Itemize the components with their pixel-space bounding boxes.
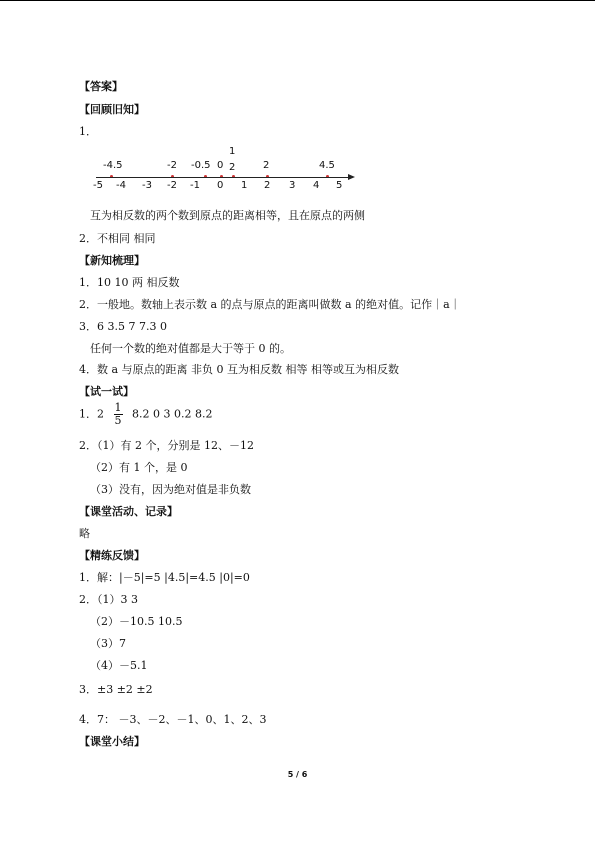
top-border <box>0 0 595 1</box>
tick-neg-2: -2 <box>167 180 177 191</box>
practice-item-2-1: 2．（1）3 3 <box>79 593 138 606</box>
tick-5: 5 <box>336 180 343 191</box>
new-item-4: 4．数 a 与原点的距离 非负 0 互为相反数 相等 相等或互为相反数 <box>79 363 400 376</box>
tick-4: 4 <box>313 180 320 191</box>
practice-item-4: 4．7： －3、－2、－1、0、1、2、3 <box>79 713 267 726</box>
review-note: 互为相反数的两个数到原点的距离相等，且在原点的两侧 <box>90 209 365 222</box>
number-line-figure <box>86 140 366 195</box>
activity-text: 略 <box>79 527 90 540</box>
try-item-1 <box>79 402 212 427</box>
section-activity-heading: 【课堂活动、记录】 <box>79 505 178 518</box>
label-2: 2 <box>263 160 270 171</box>
new-item-3: 3．6 3.5 7 7.3 0 <box>79 320 167 333</box>
tick-2: 2 <box>264 180 271 191</box>
fraction-one-fifth <box>114 402 123 427</box>
review-item-1: 1． <box>79 125 97 138</box>
new-item-3-note: 任何一个数的绝对值都是大于等于 0 的。 <box>90 342 291 355</box>
tick-0: 0 <box>217 180 224 191</box>
fraction-numerator: 1 <box>114 401 122 414</box>
new-item-1: 1．10 10 两 相反数 <box>79 276 180 289</box>
tick-neg-1: -1 <box>190 180 200 191</box>
section-new-knowledge-heading: 【新知梳理】 <box>79 254 145 267</box>
tick-neg-5: -5 <box>93 180 103 191</box>
page-number: 5 / 6 <box>287 770 308 779</box>
practice-item-2-3: （3）7 <box>90 637 126 650</box>
try-item-2-3: （3）没有，因为绝对值是非负数 <box>90 483 251 496</box>
section-try-heading: 【试一试】 <box>79 385 134 398</box>
number-axis <box>96 177 348 178</box>
label-neg-4-5: -4.5 <box>103 160 123 171</box>
label-4-5: 4.5 <box>319 160 335 171</box>
try-item-1-rest: 8.2 0 3 0.2 8.2 <box>132 407 213 421</box>
answer-title: 【答案】 <box>79 80 123 93</box>
section-practice-heading: 【精练反馈】 <box>79 549 145 562</box>
label-neg-2: -2 <box>167 160 177 171</box>
try-item-1-prefix: 1．2 <box>79 407 104 421</box>
label-0: 0 <box>217 160 224 171</box>
practice-item-2-2: （2）－10.5 10.5 <box>90 615 183 628</box>
practice-item-1: 1．解：|－5|=5 |4.5|=4.5 |0|=0 <box>79 571 250 584</box>
section-review-heading: 【回顾旧知】 <box>79 103 145 116</box>
practice-item-3: 3．±3 ±2 ±2 <box>79 683 153 696</box>
try-item-2-1: 2．（1）有 2 个，分别是 12、－12 <box>79 439 254 452</box>
practice-item-2-4: （4）－5.1 <box>90 659 148 672</box>
label-half-den: 2 <box>229 162 236 173</box>
label-half-num: 1 <box>229 146 236 157</box>
tick-1: 1 <box>241 180 248 191</box>
try-item-2-2: （2）有 1 个，是 0 <box>90 461 188 474</box>
label-neg-0-5: -0.5 <box>191 160 211 171</box>
axis-arrow-icon <box>348 174 355 180</box>
tick-3: 3 <box>289 180 296 191</box>
fraction-denominator: 5 <box>114 414 122 427</box>
review-item-2: 2．不相同 相同 <box>79 232 156 245</box>
new-item-2: 2．一般地。数轴上表示数 a 的点与原点的距离叫做数 a 的绝对值。记作｜a｜ <box>79 298 461 311</box>
tick-neg-4: -4 <box>116 180 126 191</box>
section-summary-heading: 【课堂小结】 <box>79 735 145 748</box>
tick-neg-3: -3 <box>142 180 152 191</box>
